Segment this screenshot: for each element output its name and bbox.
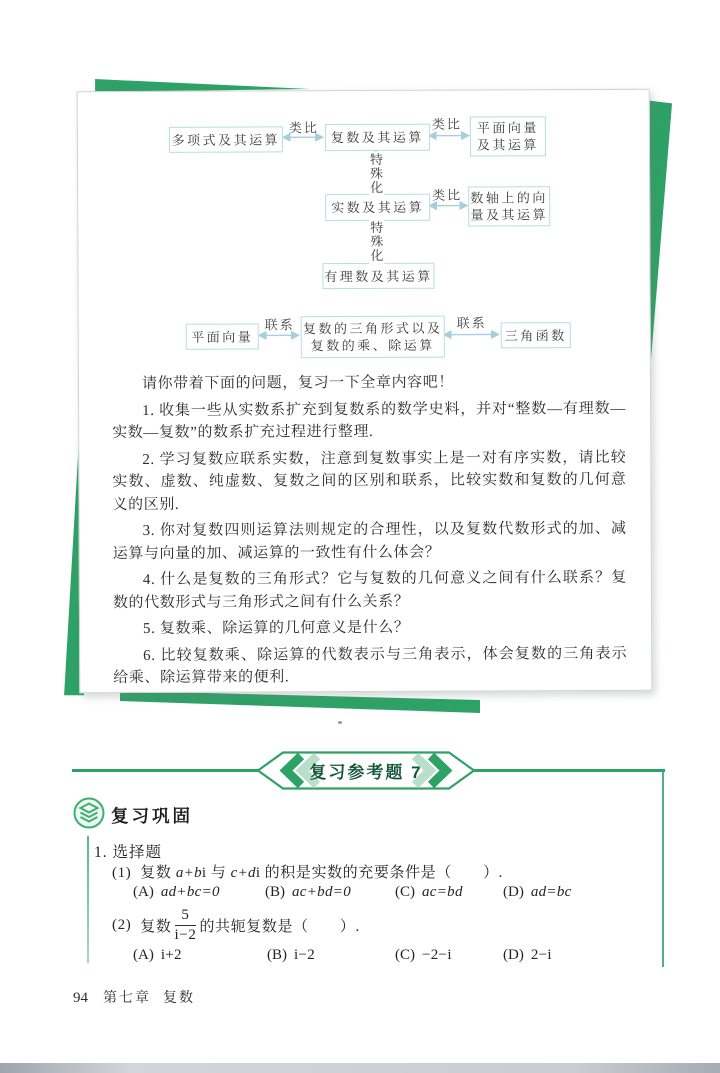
review-questions-intro (112, 371, 627, 694)
section-left-rule (87, 836, 89, 963)
question-1-text: 复数 (140, 865, 176, 881)
concept-box-complex: 复数及其运算 (325, 124, 430, 151)
math-term: a+b (175, 865, 202, 881)
option-tag: (B) (265, 884, 285, 900)
layers-stack-icon (70, 796, 108, 836)
question-2-number: (2) (112, 916, 132, 933)
option-b (265, 884, 351, 901)
option-formula: ad=bc (530, 884, 572, 900)
option-tag: (A) (133, 947, 154, 963)
edge-label-analogy-3: 类比 (432, 187, 463, 203)
option-d (503, 884, 572, 901)
option-b (267, 947, 315, 964)
intro-item-2: 2. 学习复数应联系实数，注意到复数事实上是一对有序实数，请比较实数、虚数、纯虚数、复数之间的区别和联系，比较实数和复数的几何意义的区别. (112, 449, 627, 513)
intro-item-3: 3. 你对复数四则运算法则规定的合理性，以及复数代数形式的加、减运算与向量的加、减运算的一致性有什么体会？ (112, 520, 627, 562)
concept-box-polynomial: 多项式及其运算 (169, 126, 283, 152)
section-heading: 复习巩固 (111, 806, 193, 826)
intro-item-1: 1. 收集一些从实数系扩充到复数系的数学史料，并对“整数—有理数—实数—复数”的数系扩充过程进行整理. (112, 400, 627, 442)
banner-title: 复习参考题 7 (309, 763, 423, 782)
concept-box-plane-vector-2: 平面向量 (186, 323, 259, 349)
chapter-title: 复数 (163, 991, 195, 1006)
option-formula: ad+bc=0 (160, 884, 220, 900)
option-c (395, 947, 452, 964)
question-1-text-mid: 与 (206, 865, 231, 881)
fraction (175, 907, 197, 944)
page-number: 94 (73, 990, 88, 1006)
question-1 (112, 861, 503, 882)
option-formula: ac+bd=0 (292, 884, 352, 900)
chapter-summary-card (77, 89, 653, 693)
imaginary-unit: i (255, 865, 261, 881)
option-tag: (A) (133, 884, 154, 900)
option-formula: i−2 (294, 947, 316, 963)
scan-edge (0, 1063, 720, 1073)
option-a (133, 947, 182, 964)
option-d (503, 947, 552, 964)
edge-label-specialize-2: 特 殊 化 (370, 219, 384, 263)
question-1-text-post: 的积是实数的充要条件是（ ）. (260, 865, 504, 881)
intro-item-6: 6. 比较复数乘、除运算的代数表示与三角表示，体会复数的三角表示给乘、除运算带来的便利. (113, 645, 628, 687)
concept-box-real: 实数及其运算 (325, 194, 430, 221)
imaginary-unit: i (201, 865, 207, 881)
option-formula: i+2 (160, 947, 182, 963)
option-tag: (B) (267, 947, 287, 963)
edge-label-relate-2: 联系 (456, 315, 487, 331)
option-formula: 2−i (530, 947, 552, 963)
edge-label-analogy-2: 类比 (431, 116, 462, 132)
intro-item-5: 5. 复数乘、除运算的几何意义是什么？ (143, 619, 410, 637)
option-tag: (C) (395, 884, 415, 900)
option-c (395, 884, 463, 901)
concept-box-rational: 有理数及其运算 (322, 263, 434, 289)
option-tag: (D) (503, 947, 524, 963)
option-tag: (D) (503, 884, 524, 900)
concept-box-trig-form: 复数的三角形式以及 复数的乘、除运算 (301, 316, 445, 359)
question-2 (112, 903, 360, 947)
ink-speck (338, 721, 342, 724)
intro-lead: 请你带着下面的问题，复习一下全章内容吧！ (141, 374, 455, 392)
math-term: c+d (230, 865, 256, 881)
edge-label-relate-1: 联系 (264, 317, 295, 333)
intro-item-4: 4. 什么是复数的三角形式？它与复数的几何意义之间有什么联系？复数的代数形式与三角形式之间有什么关系？ (112, 569, 627, 611)
option-formula: ac=bd (422, 884, 463, 900)
page-footer (73, 987, 195, 1007)
exercise-group-label: 1. 选择题 (94, 844, 163, 861)
fraction-numerator: 5 (175, 907, 197, 926)
question-2-text: 复数 (140, 918, 172, 935)
option-formula: −2−i (422, 947, 452, 963)
question-1-number: (1) (112, 865, 132, 881)
edge-label-analogy-1: 类比 (288, 120, 319, 136)
concept-box-axis-vector: 数轴上的向 量及其运算 (468, 186, 550, 226)
concept-box-trig-function: 三角函数 (501, 322, 571, 348)
chapter-label: 第七章 (103, 991, 151, 1006)
review-banner (255, 751, 477, 790)
fraction-denominator: i−2 (174, 926, 197, 943)
option-a (133, 884, 220, 901)
question-2-text-post: 的共轭复数是（ ）. (199, 918, 360, 935)
section-right-rule (662, 771, 664, 967)
edge-label-specialize-1: 特 殊 化 (369, 151, 384, 195)
concept-box-plane-vector: 平面向量 及其运算 (470, 116, 546, 156)
option-tag: (C) (395, 947, 415, 963)
